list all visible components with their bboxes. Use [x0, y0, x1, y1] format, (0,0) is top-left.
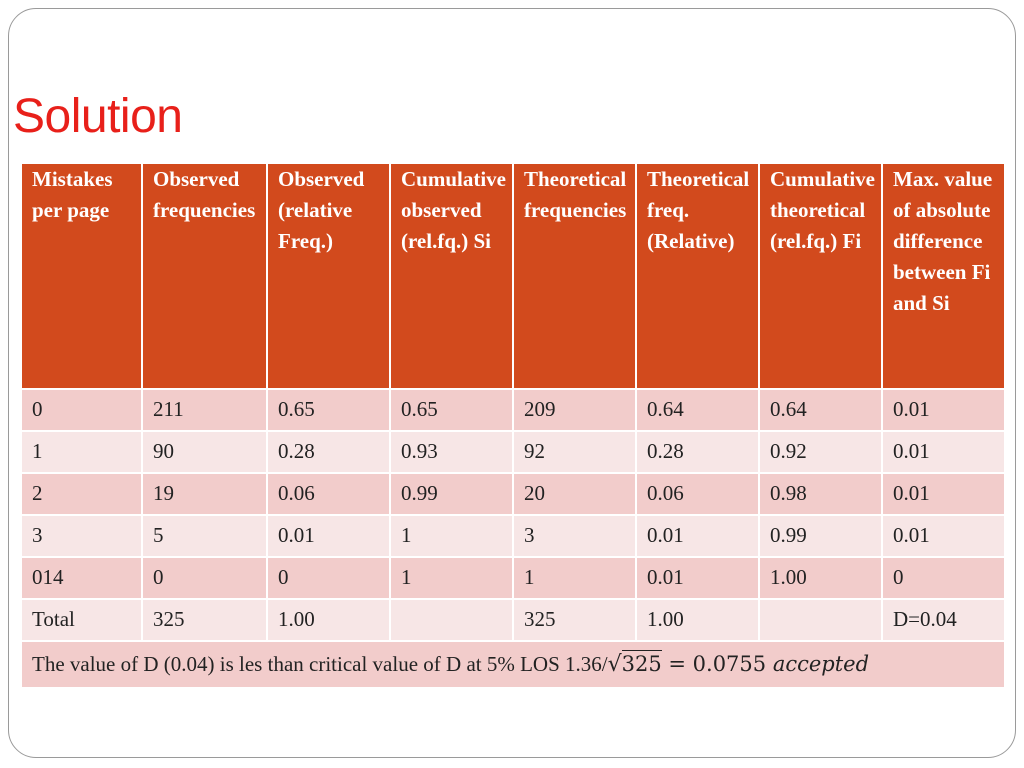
table-cell: 0	[142, 557, 267, 599]
table-cell: 0	[21, 389, 142, 431]
table-cell: 0.01	[636, 515, 759, 557]
table-cell: 1.00	[636, 599, 759, 641]
table-cell: 0.28	[267, 431, 390, 473]
table-cell: 325	[513, 599, 636, 641]
table-cell: 0.64	[636, 389, 759, 431]
table-cell: 0.06	[267, 473, 390, 515]
header-observed-frequencies: Observed frequencies	[142, 163, 267, 389]
table-cell: 90	[142, 431, 267, 473]
table-cell: 0.01	[882, 515, 1005, 557]
header-mistakes-per-page: Mistakes per page	[21, 163, 142, 389]
table-row	[21, 431, 1005, 473]
table-cell: 1.00	[267, 599, 390, 641]
table-cell: 209	[513, 389, 636, 431]
table-total-row	[21, 599, 1005, 641]
table-cell: 0.01	[267, 515, 390, 557]
table-cell: 0.99	[390, 473, 513, 515]
table-row	[21, 515, 1005, 557]
table-header-row	[21, 163, 1005, 389]
conclusion-verdict: accepted	[772, 652, 870, 676]
header-theoretical-relative: Theoretical freq. (Relative)	[636, 163, 759, 389]
table-cell: 1	[390, 515, 513, 557]
square-root-symbol: √	[607, 652, 622, 677]
table-cell: 1	[390, 557, 513, 599]
table-cell: 0.01	[636, 557, 759, 599]
conclusion-result: = 0.0755	[661, 652, 773, 676]
table-cell: 0.99	[759, 515, 882, 557]
results-table	[20, 162, 1006, 689]
slide-title: Solution	[13, 90, 183, 143]
header-cumulative-observed: Cumulative observed (rel.fq.) Si	[390, 163, 513, 389]
table-cell: 0.01	[882, 431, 1005, 473]
table-cell: 0.92	[759, 431, 882, 473]
table-cell: 20	[513, 473, 636, 515]
table-cell: 2	[21, 473, 142, 515]
table-cell: 1.00	[759, 557, 882, 599]
table-row	[21, 389, 1005, 431]
table-cell: Total	[21, 599, 142, 641]
conclusion-row	[21, 641, 1005, 688]
table-cell	[390, 599, 513, 641]
conclusion-cell	[21, 641, 1005, 688]
table-cell: 0.65	[390, 389, 513, 431]
table-cell: 0.98	[759, 473, 882, 515]
table-cell: 211	[142, 389, 267, 431]
table-cell: 0.65	[267, 389, 390, 431]
header-max-difference: Max. value of absolute difference between Fi and Si	[882, 163, 1005, 389]
conclusion-radicand: 325	[621, 652, 662, 676]
table-cell: 014	[21, 557, 142, 599]
conclusion-text: The value of D (0.04) is les than critical value of D at 5% LOS 1.36/	[32, 652, 608, 676]
table-cell: 0.01	[882, 473, 1005, 515]
table-cell: 0.01	[882, 389, 1005, 431]
table-cell: 5	[142, 515, 267, 557]
header-cumulative-theoretical: Cumulative theoretical (rel.fq.) Fi	[759, 163, 882, 389]
table-cell: 325	[142, 599, 267, 641]
table-cell: 0.64	[759, 389, 882, 431]
table-cell: 0.28	[636, 431, 759, 473]
table-cell: 1	[513, 557, 636, 599]
table-cell: 3	[513, 515, 636, 557]
table-row	[21, 473, 1005, 515]
table-cell: 3	[21, 515, 142, 557]
table-cell: 0	[267, 557, 390, 599]
table-row	[21, 557, 1005, 599]
table-cell: 0.93	[390, 431, 513, 473]
table-cell: 92	[513, 431, 636, 473]
table-cell: 1	[21, 431, 142, 473]
table-cell: 0.06	[636, 473, 759, 515]
table-cell: D=0.04	[882, 599, 1005, 641]
header-theoretical-frequencies: Theoretical frequencies	[513, 163, 636, 389]
table-cell	[759, 599, 882, 641]
header-observed-relative: Observed (relative Freq.)	[267, 163, 390, 389]
table-cell: 0	[882, 557, 1005, 599]
table-cell: 19	[142, 473, 267, 515]
